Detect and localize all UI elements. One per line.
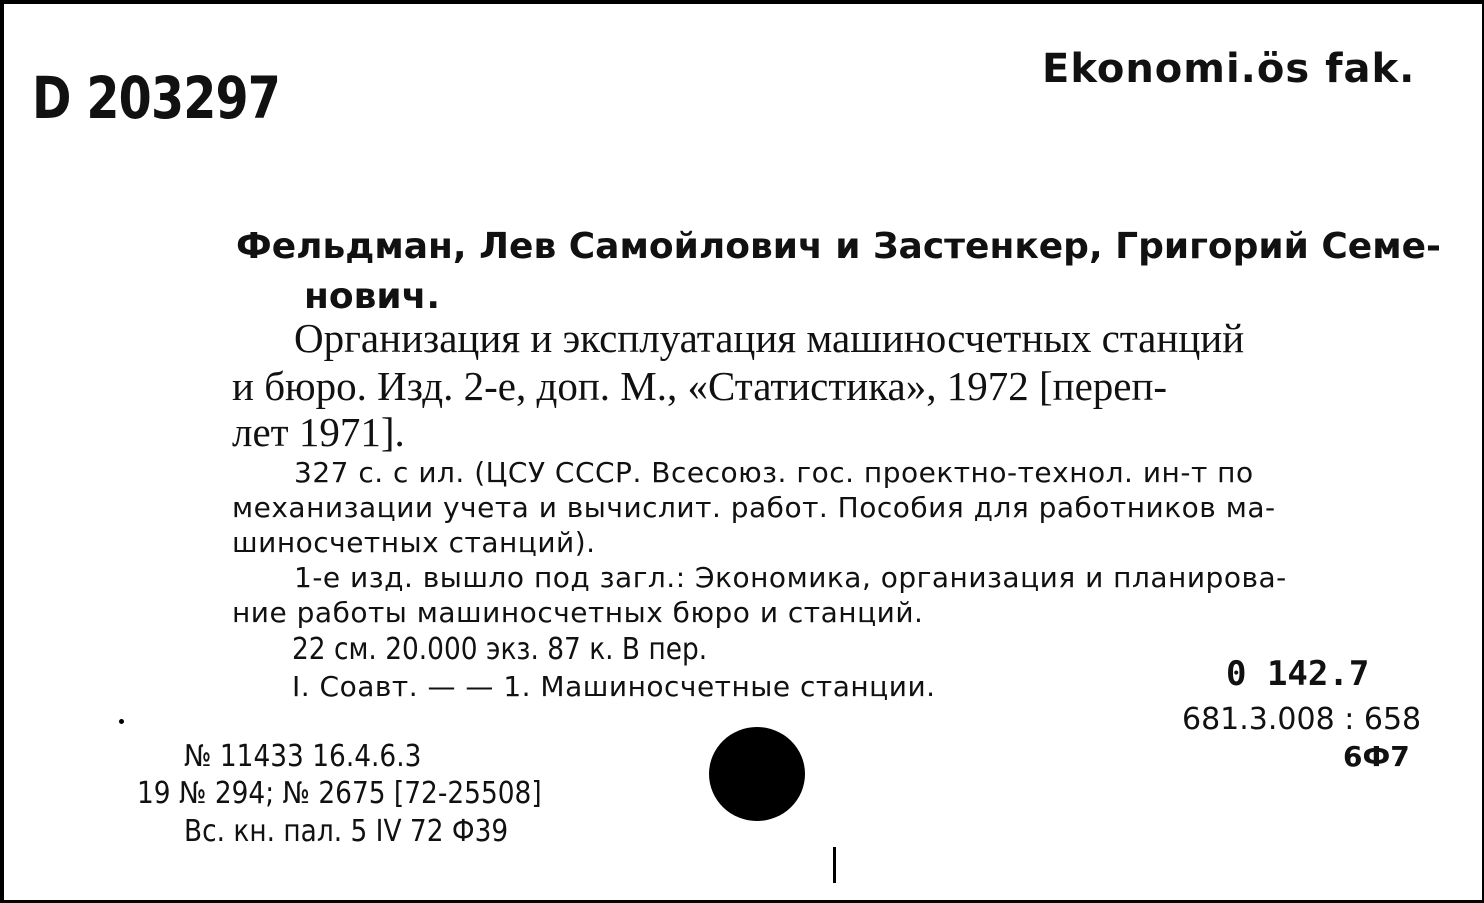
note-line-2: ние работы машиносчетных бюро и станций.	[232, 596, 924, 629]
registry-line-1: № 11433 16.4.6.3	[184, 739, 422, 774]
pencil-mark	[833, 847, 836, 883]
author-line-2: нович.	[304, 276, 441, 317]
registry-line-2: 19 № 294; № 2675 [72-25508]	[137, 776, 542, 811]
call-number: D 203297	[32, 64, 281, 132]
handwritten-classification: 0 142.7	[1226, 654, 1370, 694]
title-line-1: Организация и эксплуатация машиносчетных станций	[294, 315, 1245, 361]
physical-description: 22 см. 20.000 экз. 87 к. В пер.	[292, 632, 708, 667]
description-line-3: шиносчетных станций).	[232, 526, 596, 559]
classification-code: 6Ф7	[1343, 740, 1410, 773]
description-line-2: механизации учета и вычислит. работ. Пособия для работников ма-	[232, 491, 1276, 524]
registry-line-3: Вс. кн. пал. 5 IV 72 Ф39	[184, 814, 509, 849]
description-line-1: 327 с. с ил. (ЦСУ СССР. Всесоюз. гос. проектно-технол. ин-т по	[294, 456, 1254, 489]
title-line-3: лет 1971].	[232, 409, 405, 455]
ink-dot	[119, 719, 124, 724]
title-line-2: и бюро. Изд. 2-е, доп. М., «Статистика», 1972 [переп-	[232, 363, 1168, 409]
author-line-1: Фельдман, Лев Самойлович и Застенкер, Григорий Семе-	[236, 226, 1441, 267]
library-stamp: Ekonomi.ös fak.	[1042, 46, 1416, 92]
tracings: I. Соавт. — — 1. Машиносчетные станции.	[292, 670, 936, 703]
note-line-1: 1-е изд. вышло под загл.: Экономика, организация и планирова-	[294, 561, 1287, 594]
punch-hole	[709, 727, 805, 821]
udc-number: 681.3.008 : 658	[1182, 702, 1422, 737]
